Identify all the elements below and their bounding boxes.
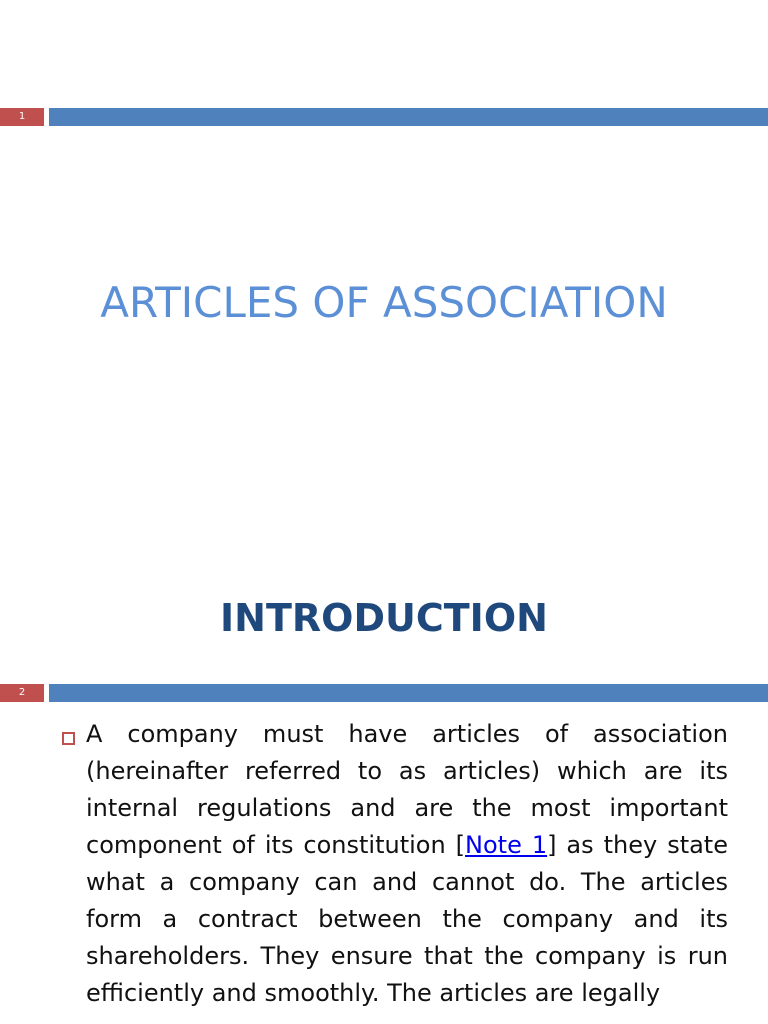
slide-2-number: 2 [0, 684, 44, 702]
bullet-paragraph [86, 716, 728, 1012]
slide-1-number: 1 [0, 108, 44, 126]
slide-2-band [49, 684, 768, 702]
slide-1-title: ARTICLES OF ASSOCIATION [100, 278, 668, 327]
bullet-text-after: ] as they state what a company can and cannot do. The articles form a contract between the company and its shareholders. They ensure that the company is run efficiently and smoothly. The articles are legally [86, 831, 728, 1007]
bullet-item [62, 716, 728, 1012]
slide-2-header-bar [0, 684, 768, 702]
square-bullet-icon [62, 732, 75, 745]
slide-1-band [49, 108, 768, 126]
slide-2-title: INTRODUCTION [220, 596, 548, 640]
note-1-link[interactable]: Note 1 [465, 831, 548, 859]
slide-1-header-bar [0, 108, 768, 126]
bullet-text-before: A company must have articles of association (hereinafter referred to as articles) which are its internal regulations and are the most important component of its constitution [ [86, 720, 728, 859]
